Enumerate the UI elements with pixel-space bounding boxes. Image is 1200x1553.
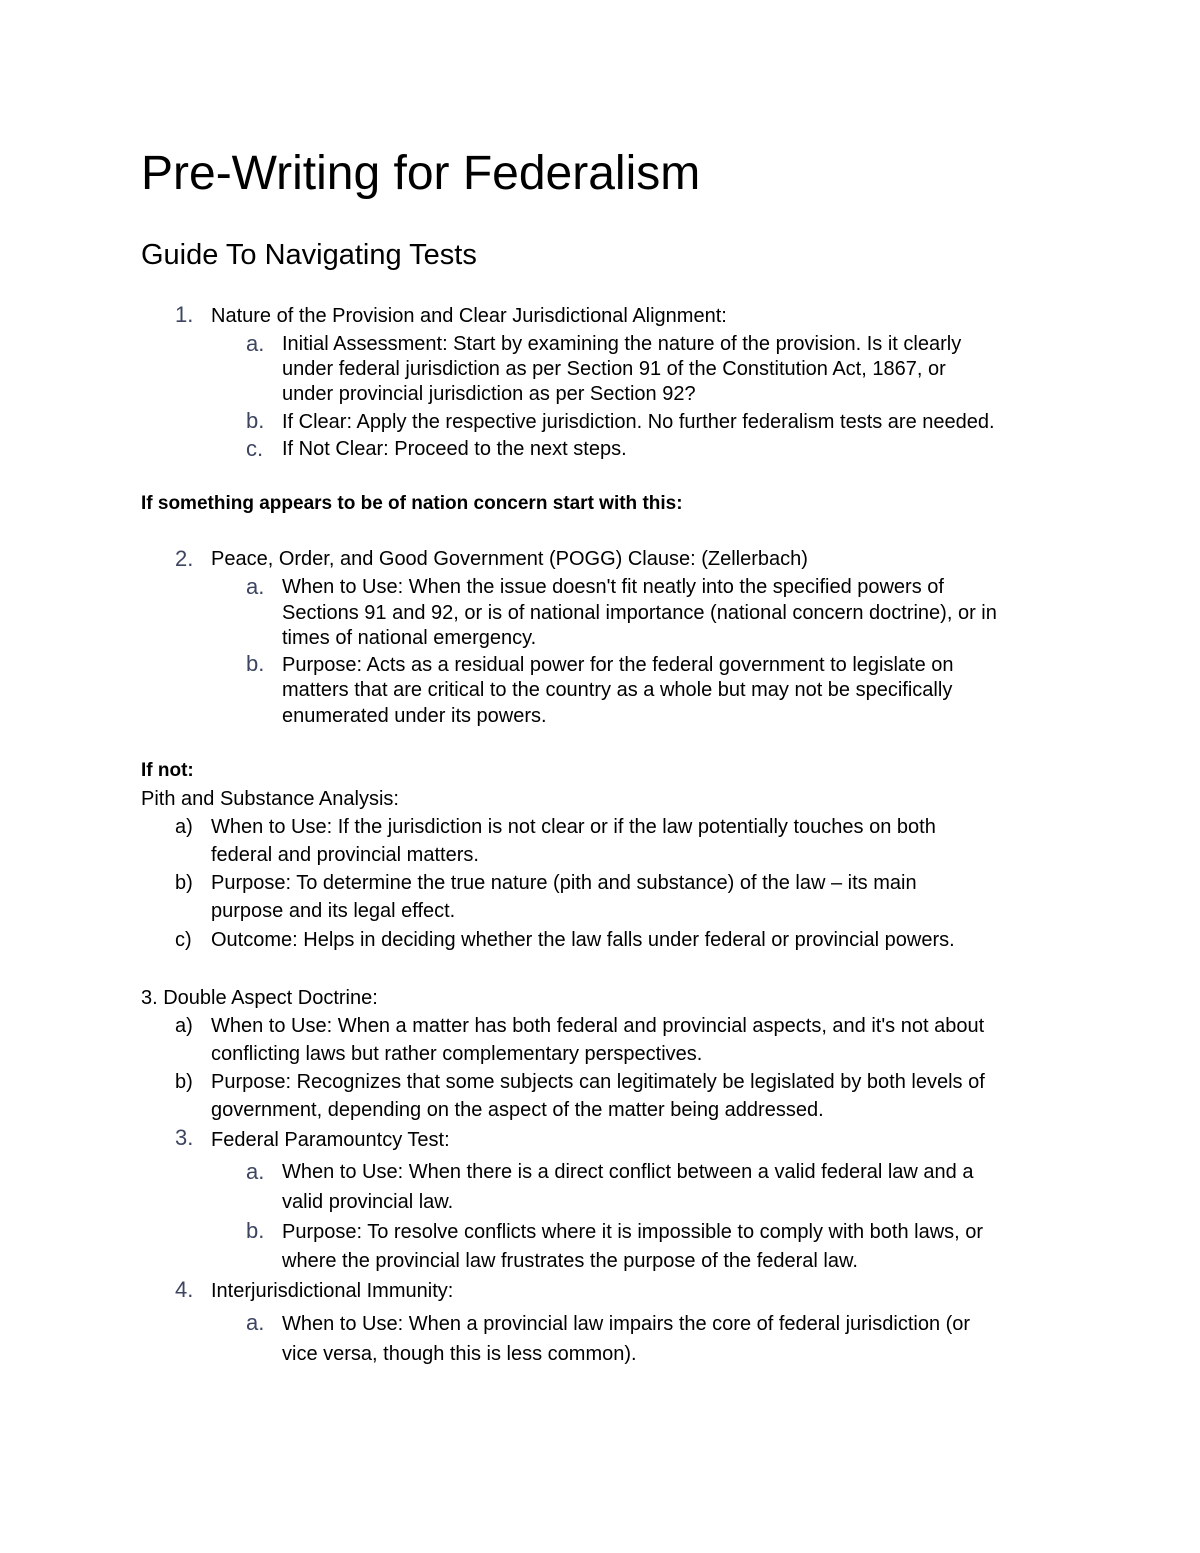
list-item-line: When to Use: When the issue doesn't fit neatly into the specified powers of [282, 576, 944, 598]
list-marker: c. [246, 436, 264, 461]
list-marker: a. [246, 574, 265, 599]
list-item-line: If Clear: Apply the respective jurisdiction. No further federalism tests are needed. [282, 411, 995, 433]
pith-heading: Pith and Substance Analysis: [141, 788, 399, 810]
list-item-line: Sections 91 and 92, or is of national importance (national concern doctrine), or in [282, 602, 997, 624]
list-marker: b. [246, 651, 265, 676]
list-marker: a. [246, 331, 265, 356]
list-item-line: If Not Clear: Proceed to the next steps. [282, 438, 627, 460]
list-number-1: 1. [175, 302, 194, 327]
list-item-line: where the provincial law frustrates the purpose of the federal law. [282, 1250, 858, 1272]
list-item-line: Purpose: Recognizes that some subjects can legitimately be legislated by both levels of [211, 1071, 985, 1093]
list-marker: b) [175, 872, 193, 894]
list-item-line: purpose and its legal effect. [211, 900, 456, 922]
list-item-line: When to Use: When a provincial law impairs the core of federal jurisdiction (or [282, 1313, 971, 1335]
list-item-line: matters that are critical to the country as a whole but may not be specifically [282, 679, 953, 701]
list-marker: a. [246, 1159, 265, 1184]
list-marker: b. [246, 408, 265, 433]
list-item-line: Initial Assessment: Start by examining the nature of the provision. Is it clearly [282, 333, 962, 355]
instruction-note: If something appears to be of nation concern start with this: [141, 493, 683, 514]
list-marker: a) [175, 1015, 193, 1037]
list-marker: c) [175, 929, 192, 951]
list-item-heading: Interjurisdictional Immunity: [211, 1280, 454, 1302]
section-subtitle: Guide To Navigating Tests [141, 239, 477, 271]
list-item-line: federal and provincial matters. [211, 844, 479, 866]
list-item-line: Purpose: Acts as a residual power for the federal government to legislate on [282, 654, 954, 676]
double-aspect-heading: 3. Double Aspect Doctrine: [141, 987, 378, 1009]
list-number-2: 2. [175, 546, 194, 571]
list-item-line: valid provincial law. [282, 1191, 454, 1213]
list-item-line: When to Use: If the jurisdiction is not clear or if the law potentially touches on both [211, 816, 936, 838]
list-item-line: under federal jurisdiction as per Section 91 of the Constitution Act, 1867, or [282, 358, 946, 380]
list-item-line: Purpose: To resolve conflicts where it is impossible to comply with both laws, or [282, 1221, 984, 1243]
list-item-heading: Nature of the Provision and Clear Jurisdictional Alignment: [211, 305, 727, 327]
list-item-line: vice versa, though this is less common). [282, 1343, 637, 1365]
list-item-line: times of national emergency. [282, 627, 537, 649]
list-item-line: enumerated under its powers. [282, 705, 547, 727]
document-title: Pre-Writing for Federalism [141, 147, 701, 200]
list-number-4: 4. [175, 1277, 194, 1302]
list-item-line: When to Use: When a matter has both federal and provincial aspects, and it's not about [211, 1015, 985, 1037]
list-marker: b) [175, 1071, 193, 1093]
list-item-line: government, depending on the aspect of the matter being addressed. [211, 1099, 824, 1121]
list-item-line: under provincial jurisdiction as per Section 92? [282, 383, 696, 405]
list-item-heading: Peace, Order, and Good Government (POGG) Clause: (Zellerbach) [211, 548, 808, 570]
list-marker: a) [175, 816, 193, 838]
instruction-note: If not: [141, 760, 194, 781]
list-number-3: 3. [175, 1125, 194, 1150]
list-item-line: Purpose: To determine the true nature (pith and substance) of the law – its main [211, 872, 917, 894]
list-item-heading: Federal Paramountcy Test: [211, 1129, 450, 1151]
list-marker: b. [246, 1218, 265, 1243]
list-item-line: When to Use: When there is a direct conflict between a valid federal law and a [282, 1161, 974, 1183]
list-item-line: Outcome: Helps in deciding whether the law falls under federal or provincial powers. [211, 929, 955, 951]
list-item-line: conflicting laws but rather complementary perspectives. [211, 1043, 703, 1065]
list-marker: a. [246, 1310, 265, 1335]
